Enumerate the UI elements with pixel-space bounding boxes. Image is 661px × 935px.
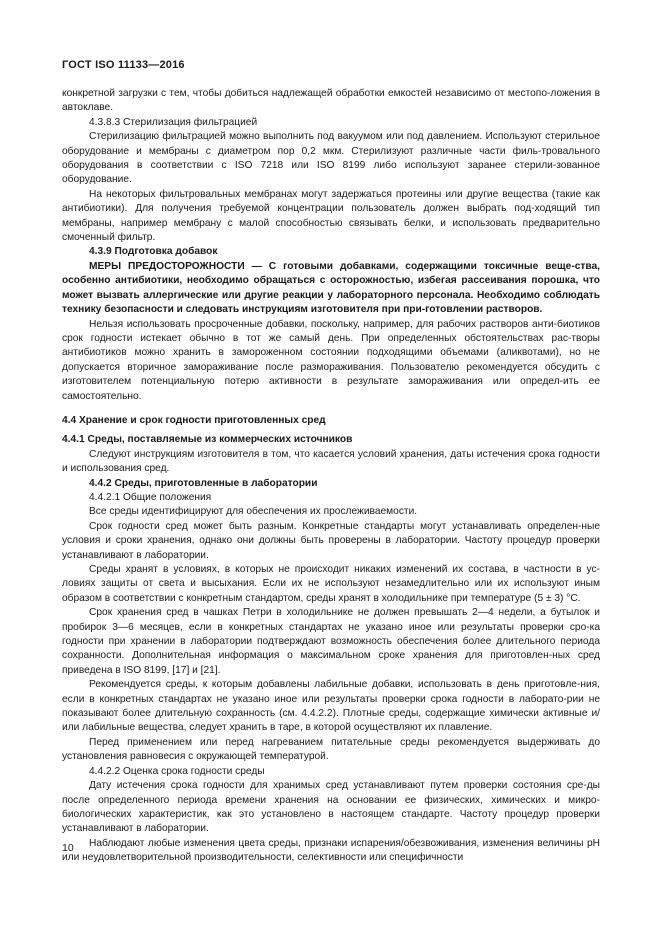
clause-4-4-2-1-title: 4.4.2.1 Общие положения xyxy=(89,491,212,503)
paragraph-filtration: Стерилизацию фильтрацией можно выполнить под вакуумом или под давлением. Используют стерильное оборудование и мембраны с диаметром пор 0,2 мкм. Стерилизуют различные части филь-тровального оборудования в соответствии с ISO 7218 или ISO 8199 либо используют заранее стерили-зованное оборудование. xyxy=(62,131,600,186)
clause-4-4-2-title: 4.4.2 Среды, приготовленные в лаборатории xyxy=(89,477,318,489)
paragraph-supplements: Нельзя использовать просроченные добавки, поскольку, например, для рабочих растворов анти-биотиков срок годности истекает обычно в тот же самый день. При определенных обстоятельствах рас-творы антибиотиков можно хранить в замороженном состоянии подходящими объемами (аликвотами), но не допускается вторичное замораживание после размораживания. Пользователю рекомендуется обсудить с изготовителем потенциальную потерю активности в результате замораживания или определ-ить ее самостоятельно. xyxy=(62,318,600,402)
paragraph-commercial-media: Следуют инструкциям изготовителя в том, что касается условий хранения, даты истечения срока годности и использования сред. xyxy=(62,448,600,475)
clause-4-4-1-title: 4.4.1 Среды, поставляемые из коммерческих источников xyxy=(62,434,353,446)
paragraph-labile-supplements: Рекомендуется среды, к которым добавлены лабильные добавки, использовать в день приготовле-ния, если в конкретных стандартах не указано иное или результаты проверки срока годности в лаборато-рии не показывают более длительную сохранность (см. 4.4.2.2). Плотные среды, содержащие химически активные и/или лабильные вещества, следует хранить в таре, в которой осуществляют их плавление. xyxy=(62,679,600,734)
clause-4-4-2-2-title: 4.4.2.2 Оценка срока годности среды xyxy=(89,765,265,777)
paragraph-expiry-date: Дату истечения срока годности для хранимых сред устанавливают путем проверки состояния сре-ды после определенного периода времени хранения на основании ее физических, химических и микро-биологических характеристик, как это установлено в настоящем стандарте. Частоту процедур проверки устанавливают в лаборатории. xyxy=(62,780,600,835)
section-4-4-title: 4.4 Хранение и срок годности приготовленных сред xyxy=(62,414,326,426)
paragraph-shelf-life: Срок годности сред может быть разным. Конкретные стандарты могут устанавливать определен-ные условия и сроки хранения, однако они должны быть проверены в лаборатории. Частоту процедур проверки устанавливают в лаборатории. xyxy=(62,520,600,561)
document-body xyxy=(62,87,600,866)
page-number: 10 xyxy=(62,842,74,854)
clause-4-3-9-title: 4.3.9 Подготовка добавок xyxy=(89,246,218,258)
warning-paragraph: МЕРЫ ПРЕДОСТОРОЖНОСТИ — С готовыми добавками, содержащими токсичные веще-ства, особенно антибиотики, необходимо обращаться с осторожностью, избегая рассеивания порошка, что может вызвать аллергические или другие реакции у лабораторного персонала. Необходимо соблюдать технику безопасности и следовать инструкциям изготовителя при при-готовлении растворов. xyxy=(62,260,600,316)
paragraph-equilibration: Перед применением или перед нагреванием питательные среды рекомендуется выдерживать до установления равновесия с окружающей температурой. xyxy=(62,736,600,763)
clause-4-3-8-3-title: 4.3.8.3 Стерилизация фильтрацией xyxy=(89,116,258,128)
paragraph-continuation: конкретной загрузки с тем, чтобы добиться надлежащей обработки емкостей независимо от местопо-ложения в автоклаве. xyxy=(62,88,600,114)
document-header: ГОСТ ISO 11133—2016 xyxy=(62,59,185,71)
paragraph-identification: Все среды идентифицируют для обеспечения их прослеживаемости. xyxy=(89,506,418,518)
paragraph-storage-period: Срок хранения сред в чашках Петри в холодильнике не должен превышать 2—4 недели, а бутылок и пробирок 3—6 месяцев, если в конкретных стандартах не указано иное или результаты проверки сро-ка годности при хранении в лаборатории подтверждают возможность обеспечения более длительного периода сохранности. Дополнительная информация о максимальном сроке хранения для приготовлен-ных сред приведена в ISO 8199, [17] и [21]. xyxy=(62,607,600,676)
paragraph-storage-conditions: Среды хранят в условиях, в которых не происходит никаких изменений их состава, в частности в ус-ловиях защиты от света и высыхания. Если их не используют незамедлительно или их используют иным образом в соответствии с конкретным стандартом, среды хранят в холодильнике при температуре (5 ± 3) °С. xyxy=(62,564,600,604)
paragraph-observations: Наблюдают любые изменения цвета среды, признаки испарения/обезвоживания, изменения величины pH или неудовлетворительной производительности, селективности или специфичности xyxy=(62,837,600,864)
paragraph-membranes: На некоторых фильтровальных мембранах могут задержаться протеины или другие вещества (такие как антибиотики). Для получения требуемой концентрации пользователь должен выбрать под-ходящий тип мембраны, например мембрану с малой способностью связывать белки, и использовать предварительно смоченный фильтр. xyxy=(62,188,600,244)
